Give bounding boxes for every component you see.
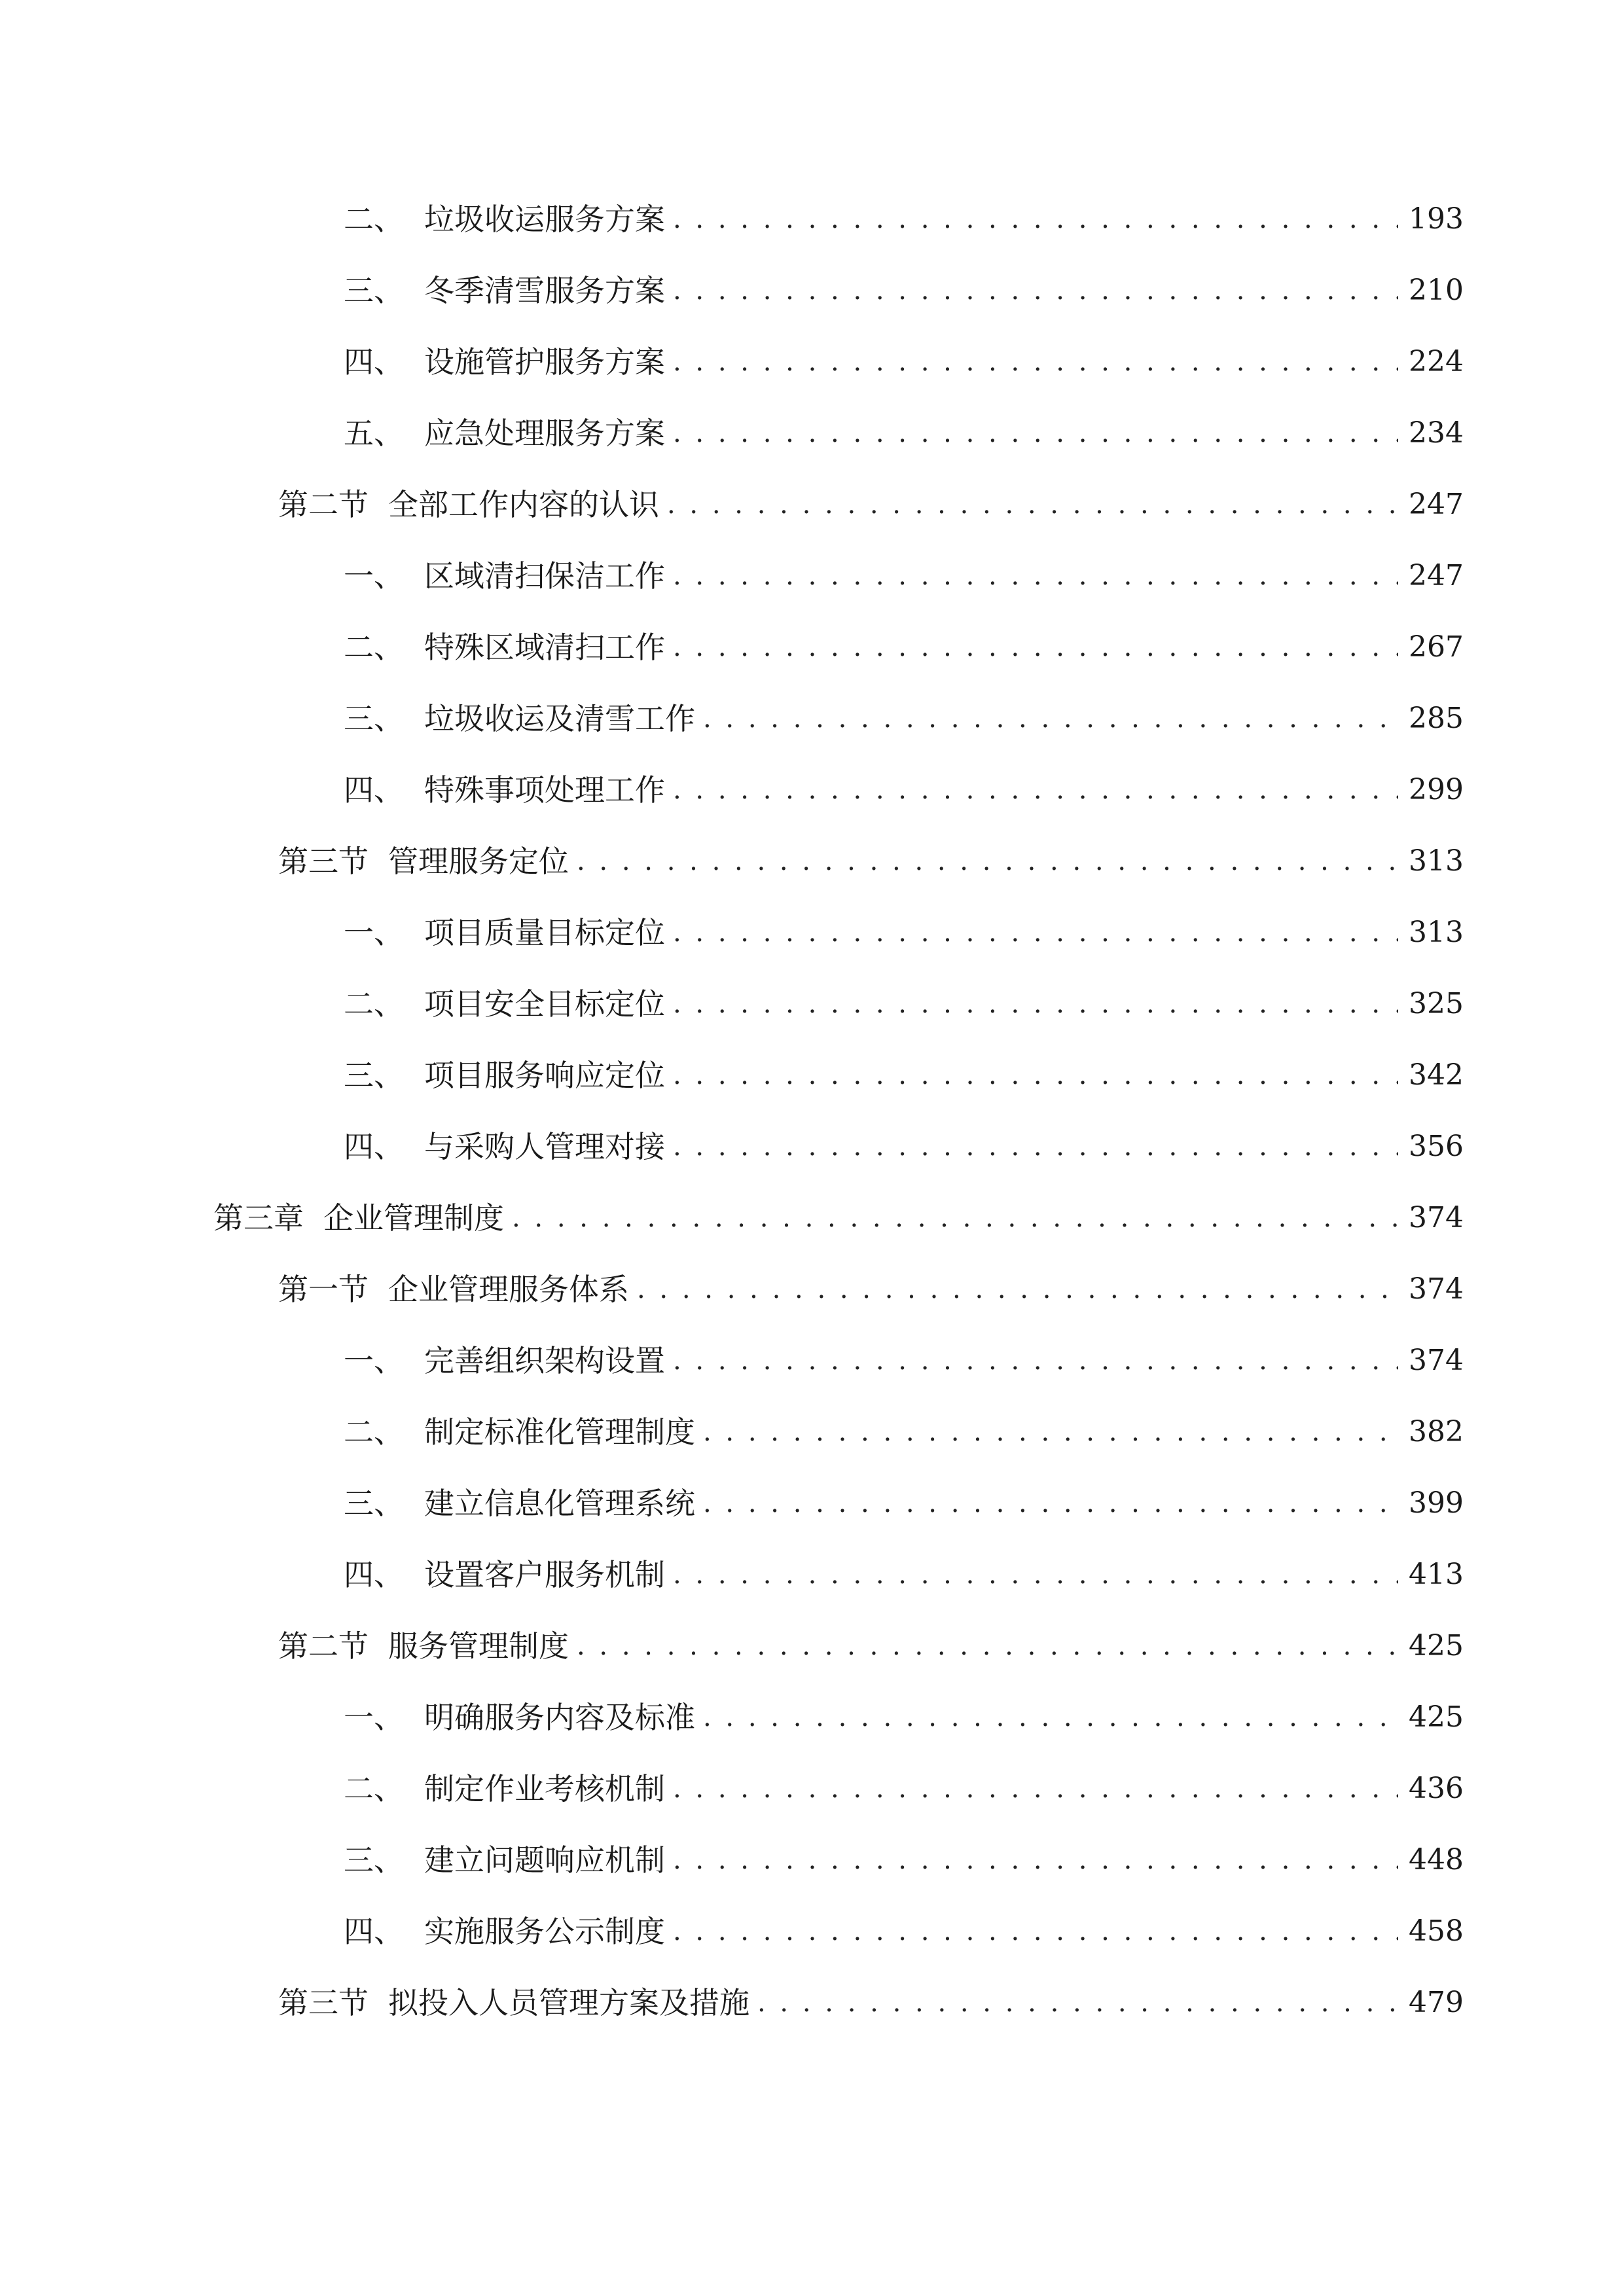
entry-number: 三、: [344, 1058, 404, 1093]
entry-title: 服务管理制度: [388, 1628, 569, 1664]
entry-title: 冬季清雪服务方案: [424, 273, 665, 308]
page-number: 479: [1409, 1986, 1464, 2019]
toc-entry[interactable]: [344, 1837, 1464, 1883]
dot-leader: [673, 1837, 1398, 1883]
entry-title: 全部工作内容的认识: [388, 487, 659, 522]
page-number: 448: [1409, 1843, 1464, 1876]
dot-leader: [673, 981, 1398, 1027]
toc-entry[interactable]: [344, 696, 1464, 742]
entry-number: 二、: [344, 1771, 404, 1806]
page-number: 285: [1409, 702, 1464, 735]
page-number: 224: [1409, 345, 1464, 378]
dot-leader: [673, 410, 1398, 456]
entry-number: 第二节: [278, 1628, 369, 1664]
page-number: 313: [1409, 916, 1464, 949]
page-number: 425: [1409, 1629, 1464, 1662]
page-number: 325: [1409, 987, 1464, 1020]
entry-title: 应急处理服务方案: [424, 416, 665, 451]
page-number: 267: [1409, 630, 1464, 664]
entry-number: 一、: [344, 558, 404, 594]
page-number: 210: [1409, 274, 1464, 307]
entry-title: 制定作业考核机制: [424, 1771, 665, 1806]
entry-title: 企业管理服务体系: [388, 1272, 629, 1307]
dot-leader: [673, 767, 1398, 813]
toc-entry[interactable]: [344, 339, 1464, 385]
page-number: 356: [1409, 1130, 1464, 1163]
entry-number: 三、: [344, 1842, 404, 1878]
entry-title: 特殊事项处理工作: [424, 772, 665, 808]
page-number: 374: [1409, 1272, 1464, 1306]
entry-number: 第三章: [213, 1200, 304, 1236]
page-number: 374: [1409, 1344, 1464, 1377]
toc-entry[interactable]: [344, 1909, 1464, 1954]
page-number: 247: [1409, 559, 1464, 592]
toc-entry[interactable]: [344, 1695, 1464, 1740]
entry-title: 管理服务定位: [388, 844, 569, 879]
dot-leader: [512, 1195, 1398, 1241]
toc-entry[interactable]: [344, 1552, 1464, 1598]
toc-entry[interactable]: [278, 1266, 1464, 1312]
page-number: 413: [1409, 1558, 1464, 1591]
dot-leader: [757, 1980, 1398, 2026]
page-number: 234: [1409, 416, 1464, 450]
entry-title: 垃圾收运及清雪工作: [424, 701, 695, 736]
dot-leader: [673, 1338, 1398, 1384]
entry-number: 一、: [344, 1700, 404, 1735]
toc-entry[interactable]: [344, 1480, 1464, 1526]
page-number: 436: [1409, 1772, 1464, 1805]
toc-entry[interactable]: [344, 624, 1464, 670]
toc-entry[interactable]: [344, 1052, 1464, 1098]
dot-leader: [673, 268, 1398, 314]
entry-number: 四、: [344, 1129, 404, 1164]
entry-title: 建立信息化管理系统: [424, 1486, 695, 1521]
entry-title: 拟投入人员管理方案及措施: [388, 1985, 749, 2020]
entry-title: 设施管护服务方案: [424, 344, 665, 380]
page-number: 425: [1409, 1700, 1464, 1734]
entry-title: 区域清扫保洁工作: [424, 558, 665, 594]
entry-number: 第二节: [278, 487, 369, 522]
toc-entry[interactable]: [344, 1338, 1464, 1384]
toc-entry[interactable]: [344, 767, 1464, 813]
entry-number: 四、: [344, 344, 404, 380]
dot-leader: [673, 196, 1398, 242]
dot-leader: [673, 1552, 1398, 1598]
dot-leader: [673, 1766, 1398, 1812]
dot-leader: [703, 1695, 1398, 1740]
toc-entry[interactable]: [344, 1124, 1464, 1170]
page-number: 247: [1409, 488, 1464, 521]
dot-leader: [637, 1266, 1398, 1312]
entry-number: 二、: [344, 630, 404, 665]
entry-number: 一、: [344, 915, 404, 950]
entry-number: 一、: [344, 1343, 404, 1378]
entry-title: 明确服务内容及标准: [424, 1700, 695, 1735]
entry-title: 设置客户服务机制: [424, 1557, 665, 1592]
page-number: 382: [1409, 1415, 1464, 1448]
toc-entry[interactable]: [213, 1195, 1464, 1241]
entry-number: 二、: [344, 202, 404, 237]
entry-title: 建立问题响应机制: [424, 1842, 665, 1878]
entry-number: 五、: [344, 416, 404, 451]
entry-title: 垃圾收运服务方案: [424, 202, 665, 237]
entry-number: 第三节: [278, 1985, 369, 2020]
entry-title: 项目安全目标定位: [424, 986, 665, 1022]
dot-leader: [703, 1409, 1398, 1455]
dot-leader: [703, 696, 1398, 742]
entry-title: 特殊区域清扫工作: [424, 630, 665, 665]
toc-entry[interactable]: [344, 553, 1464, 599]
page-number: 193: [1409, 202, 1464, 236]
dot-leader: [673, 339, 1398, 385]
entry-number: 三、: [344, 273, 404, 308]
entry-title: 与采购人管理对接: [424, 1129, 665, 1164]
entry-title: 项目服务响应定位: [424, 1058, 665, 1093]
entry-number: 四、: [344, 1914, 404, 1949]
entry-title: 项目质量目标定位: [424, 915, 665, 950]
entry-number: 二、: [344, 986, 404, 1022]
dot-leader: [577, 838, 1398, 884]
dot-leader: [673, 553, 1398, 599]
entry-title: 完善组织架构设置: [424, 1343, 665, 1378]
entry-number: 四、: [344, 772, 404, 808]
toc-entry[interactable]: [278, 838, 1464, 884]
dot-leader: [673, 1052, 1398, 1098]
page-number: 342: [1409, 1058, 1464, 1092]
entry-title: 制定标准化管理制度: [424, 1414, 695, 1450]
dot-leader: [673, 910, 1398, 956]
dot-leader: [673, 1909, 1398, 1954]
entry-title: 企业管理制度: [323, 1200, 504, 1236]
page-number: 299: [1409, 773, 1464, 806]
page-number: 458: [1409, 1914, 1464, 1948]
toc-entry[interactable]: [344, 1766, 1464, 1812]
dot-leader: [667, 482, 1398, 528]
dot-leader: [673, 1124, 1398, 1170]
page-number: 399: [1409, 1486, 1464, 1520]
toc-entry[interactable]: [344, 268, 1464, 314]
toc-entry[interactable]: [344, 981, 1464, 1027]
toc-entry[interactable]: [344, 1409, 1464, 1455]
dot-leader: [673, 624, 1398, 670]
entry-number: 三、: [344, 701, 404, 736]
entry-number: 四、: [344, 1557, 404, 1592]
entry-title: 实施服务公示制度: [424, 1914, 665, 1949]
toc-entry[interactable]: [278, 1623, 1464, 1669]
entry-number: 第三节: [278, 844, 369, 879]
toc-entry[interactable]: [344, 196, 1464, 242]
page-number: 374: [1409, 1201, 1464, 1234]
entry-number: 二、: [344, 1414, 404, 1450]
page-number: 313: [1409, 844, 1464, 878]
toc-entry[interactable]: [278, 482, 1464, 528]
toc-entry[interactable]: [344, 410, 1464, 456]
dot-leader: [577, 1623, 1398, 1669]
toc-entry[interactable]: [278, 1980, 1464, 2026]
dot-leader: [703, 1480, 1398, 1526]
entry-number: 第一节: [278, 1272, 369, 1307]
toc-entry[interactable]: [344, 910, 1464, 956]
entry-number: 三、: [344, 1486, 404, 1521]
